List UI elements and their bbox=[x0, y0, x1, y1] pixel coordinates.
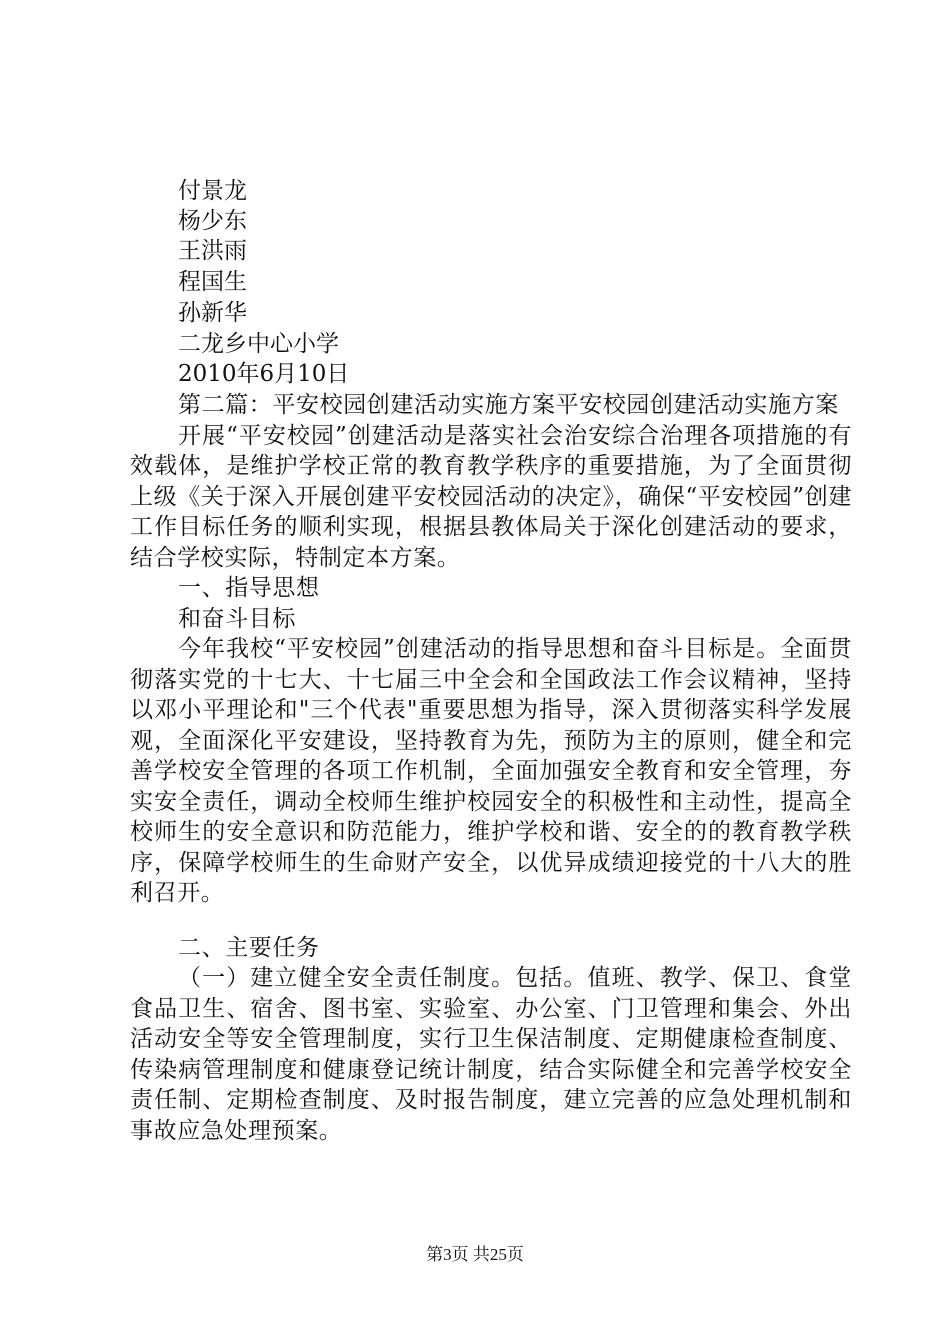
section-heading: 二、主要任务 bbox=[178, 934, 320, 961]
signature-name: 王洪雨 bbox=[178, 238, 247, 264]
signature-name: 杨少东 bbox=[178, 208, 247, 234]
section-paragraph: 今年我校“平安校园”创建活动的指导思想和奋斗目标是。全面贯彻落实党的十七大、十七届三中全会和全国政法工作会议精神，坚持以邓小平理论和"三个代表"重要思想为指导，深入贯彻落实科学发展观，全面深化平安建设，坚持教育为先，预防为主的原则，健全和完善学校安全管理的各项工作机制，全面加强安全教育和安全管理，夯实安全责任，调动全校师生维护校园安全的积极性和主动性，提高全校师生的安全意识和防范能力，维护学校和谐、安全的的教育教学秩序，保障学校师生的生命财产安全，以优异成绩迎接党的十八大的胜利召开。 bbox=[130, 636, 852, 906]
section-subheading: 和奋斗目标 bbox=[178, 605, 296, 632]
signature-name: 孙新华 bbox=[178, 300, 247, 326]
article-title: 第二篇：平安校园创建活动实施方案平安校园创建活动实施方案 bbox=[178, 392, 839, 418]
page-number-footer: 第3页 共25页 bbox=[426, 1245, 524, 1264]
signature-name: 程国生 bbox=[178, 269, 247, 295]
article-body bbox=[130, 390, 852, 1146]
signature-organization: 二龙乡中心小学 bbox=[178, 331, 339, 357]
section-paragraph: （一）建立健全安全责任制度。包括。值班、教学、保卫、食堂食品卫生、宿舍、图书室、实验室、办公室、门卫管理和集会、外出活动安全等安全管理制度，实行卫生保洁制度、定期健康检查制度、传染病管理制度和健康登记统计制度，结合实际健全和完善学校安全责任制、定期检查制度、及时报告制度，建立完善的应急处理机制和事故应急处理预案。 bbox=[130, 965, 852, 1144]
intro-paragraph: 开展“平安校园”创建活动是落实社会治安综合治理各项措施的有效载体，是维护学校正常的教育教学秩序的重要措施，为了全面贯彻上级《关于深入开展创建平安校园活动的决定》，确保“平安校园”创建工作目标任务的顺利实现，根据县教体局关于深化创建活动的要求，结合学校实际，特制定本方案。 bbox=[130, 422, 852, 571]
signature-name: 付景龙 bbox=[178, 178, 247, 204]
paragraph-gap bbox=[130, 909, 852, 933]
signature-date: 2010年6月10日 bbox=[178, 361, 350, 387]
section-heading: 一、指导思想 bbox=[178, 575, 320, 601]
